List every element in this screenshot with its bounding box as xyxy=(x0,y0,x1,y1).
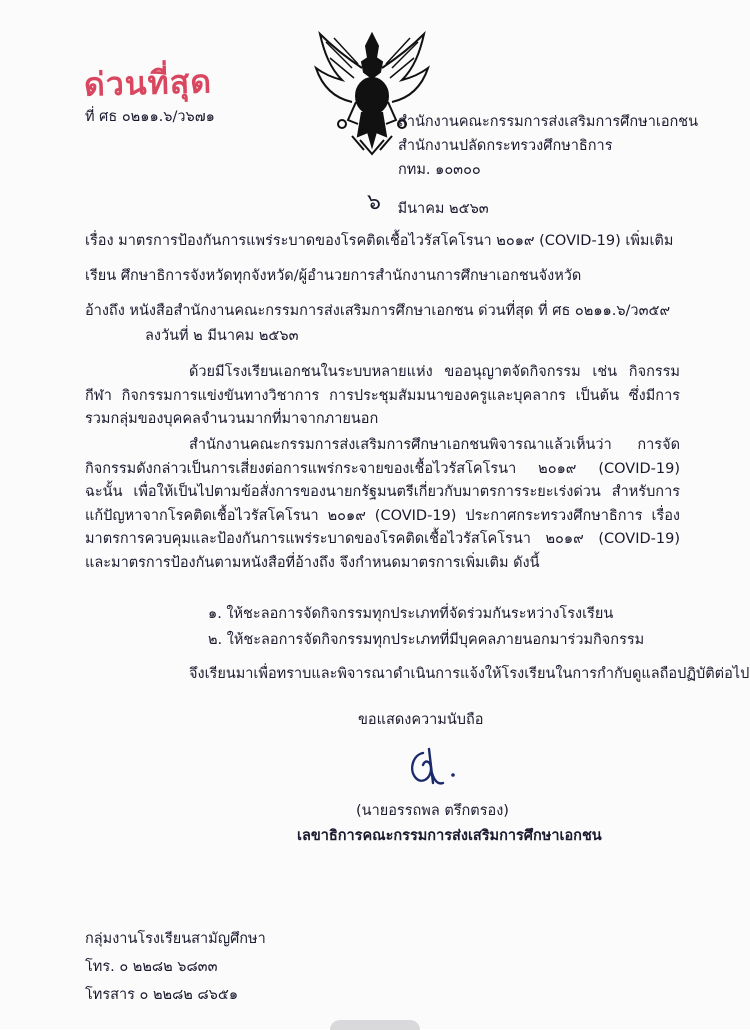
sender-office-line2: สำนักงานปลัดกระทรวงศึกษาธิการ xyxy=(398,138,613,154)
footer-department: กลุ่มงานโรงเรียนสามัญศึกษา xyxy=(85,931,266,947)
closing-request: จึงเรียนมาเพื่อทราบและพิจารณาดำเนินการแจ้งให้โรงเรียนในการกำกับดูแลถือปฏิบัติต่อไป xyxy=(189,666,750,682)
sender-office-line1: สำนักงานคณะกรรมการส่งเสริมการศึกษาเอกชน xyxy=(398,114,699,130)
recipient-line: เรียน ศึกษาธิการจังหวัดทุกจังหวัด/ผู้อำนวยการสำนักงานการศึกษาเอกชนจังหวัด xyxy=(85,268,582,284)
handwritten-signature xyxy=(403,745,463,790)
measure-item-1: ๑. ให้ชะลอการจัดกิจกรรมทุกประเภทที่จัดร่วมกันระหว่างโรงเรียน xyxy=(208,606,614,622)
date-day: ๖ xyxy=(367,190,381,215)
signer-title: เลขาธิการคณะกรรมการส่งเสริมการศึกษาเอกชน xyxy=(297,828,602,844)
footer-phone: โทร. ๐ ๒๒๘๒ ๖๘๓๓ xyxy=(85,959,218,975)
reference-date: ลงวันที่ ๒ มีนาคม ๒๕๖๓ xyxy=(145,328,299,344)
body-paragraph-2: สำนักงานคณะกรรมการส่งเสริมการศึกษาเอกชนพิจารณาแล้วเห็นว่า การจัดกิจกรรมดังกล่าวเป็นการเสี่ยงต่อการแพร่กระจายของเชื้อไวรัสโคโรนา ๒๐๑๙ (COVID-19) ฉะนั้น เพื่อให้เป็นไปตามข้อสั่งการของนายกรัฐมนตรีเกี่ยวกับมาตรการระยะเร่งด่วน สำหรับการแก้ปัญหาจากโรคติดเชื้อไวรัสโคโรนา ๒๐๑๙ (COVID-19) ประกาศกระทรวงศึกษาธิการ เรื่อง มาตรการควบคุมและป้องกันการแพร่ระบาดของโรคติดเชื้อไวรัสโคโรนา ๒๐๑๙ (COVID-19) และมาตรการป้องกันตามหนังสือที่อ้างถึง จึงกำหนดมาตรการเพิ่มเติม ดังนี้ xyxy=(85,437,680,571)
footer-fax: โทรสาร ๐ ๒๒๘๒ ๘๖๕๑ xyxy=(85,987,239,1003)
complimentary-close: ขอแสดงความนับถือ xyxy=(358,712,484,728)
urgency-stamp: ด่วนที่สุด xyxy=(83,62,213,104)
subject-line: เรื่อง มาตรการป้องกันการแพร่ระบาดของโรคติดเชื้อไวรัสโคโรนา ๒๐๑๙ (COVID-19) เพิ่มเติม xyxy=(85,233,674,249)
measure-item-2: ๒. ให้ชะลอการจัดกิจกรรมทุกประเภทที่มีบุคคลภายนอกมาร่วมกิจกรรม xyxy=(208,632,645,648)
date-month-year: มีนาคม ๒๕๖๓ xyxy=(397,201,489,217)
document-number: ที่ ศธ ๐๒๑๑.๖/ว๖๗๑ xyxy=(85,109,215,125)
sender-postcode: กทม. ๑๐๓๐๐ xyxy=(398,162,481,178)
letter-date xyxy=(367,190,489,219)
signer-name: (นายอรรถพล ตรึกตรอง) xyxy=(356,803,509,819)
body-paragraph-1: ด้วยมีโรงเรียนเอกชนในระบบหลายแห่ง ขออนุญาตจัดกิจกรรม เช่น กิจกรรมกีฬา กิจกรรมการแข่งขันทางวิชาการ การประชุมสัมมนาของครูและบุคลากร เป็นต้น ซึ่งมีการรวมกลุ่มของบุคคลจำนวนมากที่มาจากภายนอก xyxy=(85,364,680,427)
reference-line: อ้างถึง หนังสือสำนักงานคณะกรรมการส่งเสริมการศึกษาเอกชน ด่วนที่สุด ที่ ศธ ๐๒๑๑.๖/ว๓๕๙ xyxy=(85,303,671,319)
